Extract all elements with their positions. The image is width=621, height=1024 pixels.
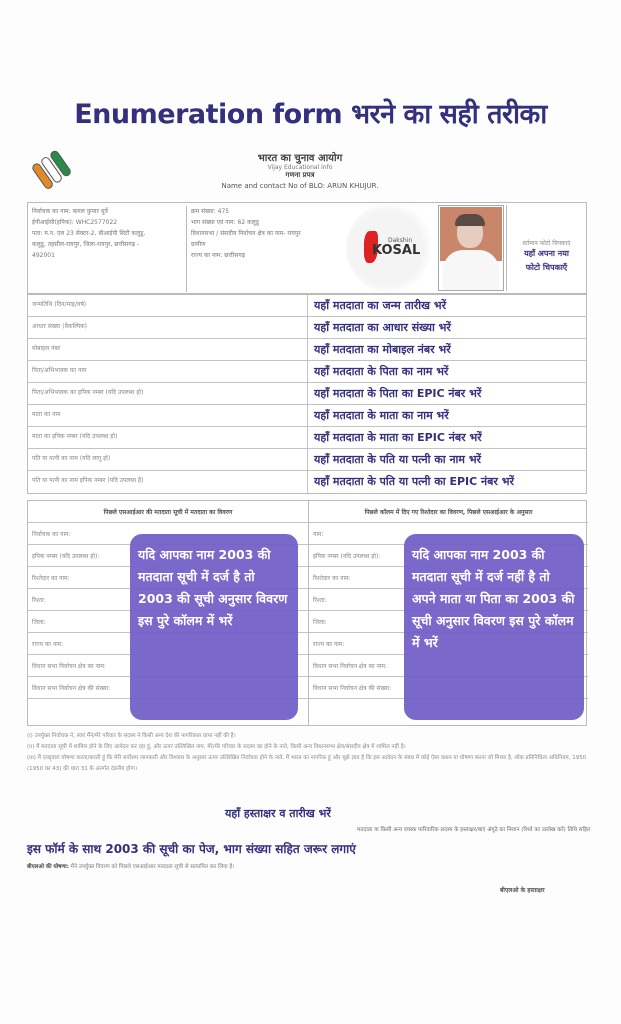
page-title: Enumeration form भरने का सही तरीका (74, 99, 547, 130)
org-name: भारत का चुनाव आयोग (257, 153, 343, 164)
blo-declaration (27, 862, 234, 870)
relative-row[interactable]: राज्य का नाम: (309, 633, 588, 655)
photo-instruction: फोटो चिपकाएँ (525, 263, 568, 272)
declarations (27, 731, 592, 775)
field-row (28, 361, 586, 383)
column-header: पिछले एसआईआर की मतदाता सूची में मतदाता का विवरण (28, 501, 308, 523)
field-row (28, 449, 586, 471)
brand-name: KOSAL (372, 243, 421, 258)
field-row (28, 383, 586, 405)
field-input[interactable]: यहाँ मतदाता के माता का EPIC नंबर भरें (314, 431, 482, 444)
photo-instruction: यहाँ अपना नया (524, 249, 569, 258)
declaration-item: (iii) मैं एतद्द्वारा घोषणा करता/करती हूं कि मेरी सर्वोत्तम जानकारी और विश्वास के अनुसार ऊपर उल्लिखित निर्वाचक होने के नाते, मैं भारत का नागरिक हूं और मुझे ज्ञात है कि इस आवेदन के संबंध में कोई ऐसा कथन या घोषणा करना जो मिथ्या है, लोक प्रतिनिधित्व अधिनियम, 1950 (1950 का 43) की धारा 31 के अंतर्गत दंडनीय होगा। (27, 755, 587, 772)
field-label: जन्मतिथि (दिन/माह/वर्ष) (28, 295, 308, 316)
blo-declaration-text: मैंने उपर्युक्त विवरण को पिछले एसआईआर मतदाता सूची से सत्यापित कर लिया है। (70, 864, 235, 870)
voter-fields-table (27, 294, 587, 494)
field-row (28, 295, 586, 317)
previous-row[interactable]: रिश्तेदार का नाम: (28, 567, 308, 589)
field-label: माता का इपिक नम्बर (यदि उपलब्ध हो) (28, 427, 308, 448)
previous-row[interactable]: विधान सभा निर्वाचन क्षेत्र की संख्या: (28, 677, 308, 699)
blo-signature[interactable]: बीएलओ के हस्ताक्षर (500, 887, 545, 894)
blo-declaration-label: बीएलओ की घोषणा: (27, 864, 69, 870)
previous-row[interactable]: निर्वाचक का नाम: (28, 523, 308, 545)
watermark: Vijay Educational info (267, 164, 333, 171)
instruction-overlay-right: यदि आपका नाम 2003 की मतदाता सूची में दर्ज नहीं है तो अपने माता या पिता का 2003 की सूची अनुसार विवरण इस पुरे कॉलम में भरें (404, 534, 584, 720)
relative-row[interactable]: इपिक नम्बर (यदि उपलब्ध हो): (309, 545, 588, 567)
voter-address-block (32, 206, 182, 261)
instruction-overlay-left: यदि आपका नाम 2003 की मतदाता सूची में दर्ज है तो 2003 की सूची अनुसार विवरण इस पुरे कॉलम में भरें (130, 534, 298, 720)
field-input[interactable]: यहाँ मतदाता के पति या पत्नी का नाम भरें (314, 453, 482, 466)
new-photo-box[interactable] (506, 205, 586, 291)
attach-note: इस फॉर्म के साथ 2003 की सूची का पेज, भाग संख्या सहित जरूर लगाएं (27, 842, 356, 856)
form-header (150, 150, 450, 190)
info-line: कलुडू, तहसील-रायपुर, जिला-रायपुर, छत्तीसगढ़ - (32, 241, 140, 248)
info-line: क्रम संख्या: 475 (191, 208, 230, 215)
field-row (28, 405, 586, 427)
info-line: भाग संख्या एवं नाम: 62 कलुडू (191, 219, 259, 226)
previous-row[interactable]: विधान सभा निर्वाचन क्षेत्र का नाम: (28, 655, 308, 677)
photo-hint: वर्तमान फोटो चिपकाएं (522, 240, 571, 247)
declaration-item: (ii) मैं मतदाता सूची में शामिल होने के लिए आवेदन कर रहा हूं, और ऊपर उल्लिखित नाम, मेरे/मेरे परिवार के सदस्य का होने के नाते, किसी अन्य विधानसभा क्षेत्र/संसदीय क्षेत्र में शामिल नहीं है। (27, 744, 406, 750)
previous-row[interactable]: रिश्ता: (28, 589, 308, 611)
relative-row[interactable]: रिश्तेदार का नाम: (309, 567, 588, 589)
field-input[interactable]: यहाँ मतदाता के माता का नाम भरें (314, 409, 449, 422)
field-label: पति या पत्नी का नाम इपिक नम्बर (यदि उपलब्ध है) (28, 471, 308, 493)
brand-small: Dakshin (388, 237, 413, 244)
field-label: पिता/अभिभावक का इपिक नम्बर (यदि उपलब्ध हो) (28, 383, 308, 404)
field-label: मोबाइल नंबर (28, 339, 308, 360)
field-input[interactable]: यहाँ मतदाता के पति या पत्नी का EPIC नंबर भरें (314, 475, 514, 488)
field-input[interactable]: यहाँ मतदाता के पिता का EPIC नंबर भरें (314, 387, 482, 400)
field-input[interactable]: यहाँ मतदाता का मोबाइल नंबर भरें (314, 343, 451, 356)
column-header: पिछले कॉलम में दिए गए रिश्तेदार का विवरण, पिछले एसआईआर के अनुसार (309, 501, 588, 523)
info-line: विधानसभा / संसदीय निर्वाचन क्षेत्र का नाम- रायपुर (191, 230, 301, 237)
previous-row[interactable]: इपिक नम्बर (यदि उपलब्ध हो): (28, 545, 308, 567)
field-label: पति या पत्नी का नाम (यदि लागू हो) (28, 449, 308, 470)
signature-caption: मतदाता या किसी अन्य वयस्क पारिवारिक सदस्य के हस्ताक्षर/बाएं अंगूठे का निशान (रिश्ते का उल्लेख करें) तिथि सहित (357, 827, 590, 833)
photo-person-body (443, 250, 499, 291)
previous-row[interactable]: जिला: (28, 611, 308, 633)
field-input[interactable]: यहाँ मतदाता का जन्म तारीख भरें (314, 299, 447, 312)
relative-row[interactable]: विधान सभा निर्वाचन क्षेत्र की संख्या: (309, 677, 588, 699)
field-label: माता का नाम (28, 405, 308, 426)
field-label: आधार संख्या (वैकल्पिक) (28, 317, 308, 338)
form-name: गणना प्रपत्र (285, 171, 315, 179)
signature-instruction[interactable]: यहाँ हस्ताक्षर व तारीख भरें (225, 807, 331, 820)
constituency-block (186, 206, 346, 292)
info-line: निर्वाचक का नाम: कमल कुमार धुर्वे (32, 208, 108, 215)
field-input[interactable]: यहाँ मतदाता के पिता का नाम भरें (314, 365, 449, 378)
declaration-item: (i) उपर्युक्त निर्वाचक ने, स्वयं मैंने/मेरे परिवार के सदस्य ने किसी अन्य देश की नागरिकता प्राप्त नहीं की है। (27, 733, 236, 739)
photo-person-cap (455, 214, 485, 226)
info-line: राज्य का नाम: छत्तीसगढ़ (191, 252, 246, 259)
election-commission-logo-icon (30, 148, 72, 190)
relative-row[interactable]: नाम: (309, 523, 588, 545)
info-line: ग्रामीण (191, 241, 206, 248)
info-line: पता: म.न. एल 23 सेक्टर-2, बीआईपी सिटी कलुडू, (32, 230, 146, 237)
dakshin-kosal-logo (346, 203, 436, 293)
voter-photo (438, 205, 504, 291)
field-row (28, 317, 586, 339)
field-row (28, 427, 586, 449)
relative-row[interactable]: रिश्ता: (309, 589, 588, 611)
field-row (28, 339, 586, 361)
field-row (28, 471, 586, 493)
field-label: पिता/अभिभावक का नाम (28, 361, 308, 382)
previous-row[interactable]: राज्य का नाम: (28, 633, 308, 655)
relative-row[interactable]: जिला: (309, 611, 588, 633)
relative-row[interactable]: विधान सभा निर्वाचन क्षेत्र का नाम: (309, 655, 588, 677)
voter-info-section (27, 202, 587, 294)
field-input[interactable]: यहाँ मतदाता का आधार संख्या भरें (314, 321, 451, 334)
info-line: ईपीआईसी(इपिक): WHC2577022 (32, 219, 118, 226)
blo-contact: Name and contact No of BLO: ARUN KHUJUR. (221, 182, 379, 190)
info-line: 492001 (32, 252, 55, 259)
